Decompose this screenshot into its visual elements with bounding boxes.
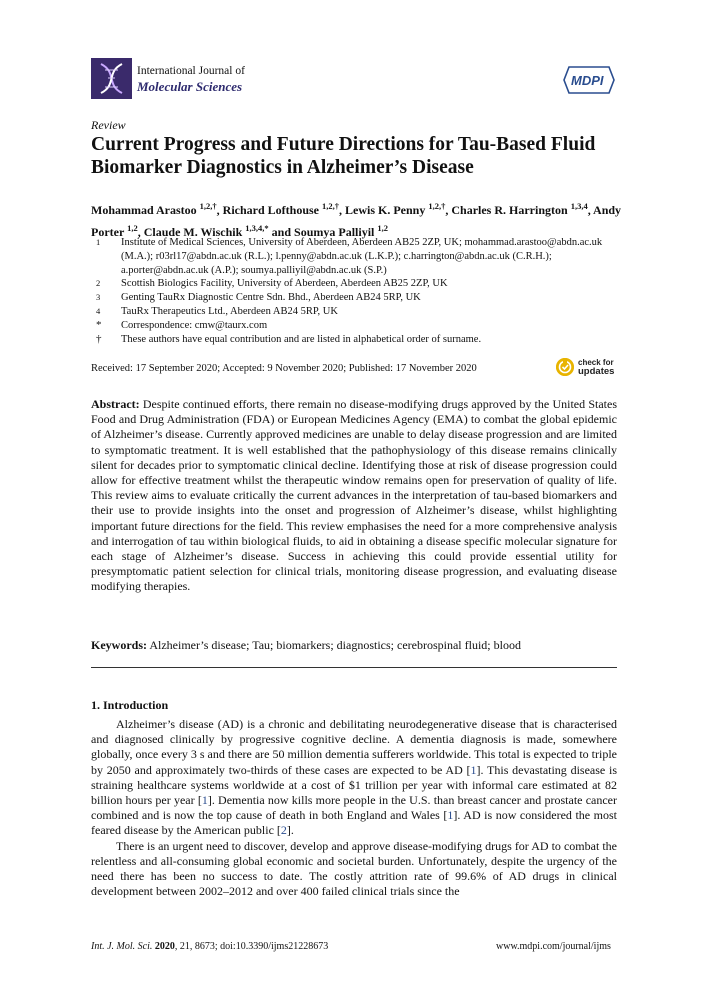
- author-name: Charles R. Harrington: [451, 203, 571, 217]
- article-title: Current Progress and Future Directions for Tau-Based Fluid Biomarker Diagnostics in Alzheimer’s Disease: [91, 134, 596, 178]
- correspondence: [91, 319, 631, 333]
- citation-link[interactable]: 2: [280, 823, 287, 838]
- affiliation-mark: 3: [96, 292, 101, 303]
- author-affiliation-sup: 1,2: [127, 223, 138, 233]
- affiliation-text: Institute of Medical Sciences, University of Aberdeen, Aberdeen AB25 2ZP, UK; mohammad.arastoo@abdn.ac.uk (M.A.); r03rl17@abdn.ac.uk (R.L.); l.penny@abdn.ac.uk (L.K.P.); c.harrington@abdn.ac.uk (C.R.H.); a.porter@abdn.ac.uk (A.P.); soumya.palliyil@abdn.ac.uk (S.P.): [121, 237, 603, 276]
- author-name: Soumya Palliyil: [294, 225, 378, 239]
- affiliation-text: TauRx Therapeutics Ltd., Aberdeen AB24 5RP, UK: [121, 305, 338, 317]
- section-heading: 1. Introduction: [91, 698, 169, 712]
- keywords: [91, 638, 617, 653]
- publication-dates: Received: 17 September 2020; Accepted: 9 November 2020; Published: 17 November 2020: [91, 363, 477, 374]
- affiliation-mark: 1: [96, 237, 101, 247]
- abstract-label: Abstract:: [91, 397, 140, 411]
- paragraph-1: [91, 717, 617, 839]
- paragraph-1-text-d: ]. AD is now considered the most feared disease by the American public [: [91, 808, 618, 838]
- article-type: Review: [91, 118, 126, 132]
- abstract: [91, 397, 617, 595]
- publisher-logo: [563, 66, 615, 94]
- author-affiliation-sup: 1,2: [377, 223, 388, 233]
- author-name: Lewis K. Penny: [345, 203, 429, 217]
- affiliation-4: [91, 305, 631, 319]
- publisher-name: MDPI: [571, 73, 604, 88]
- journal-name-line2: Molecular Sciences: [137, 79, 243, 94]
- check-updates-line2: updates: [578, 366, 615, 377]
- paragraph-1-text-c: ]. Dementia now kills more people in the U.S. than breast cancer and prostate cancer combined and is now the top cause of death in both England and Wales [: [91, 793, 618, 823]
- paragraph-1-text-a: Alzheimer’s disease (AD) is a chronic and debilitating neurodegenerative disease that is characterised and diagnosed clinically by progressive cognitive decline. A dementia diagnosis is made, somewhere globally, once every 3 s and there are 50 million dementia sufferers worldwide. This total is expected to triple by 2050 and approximately two-thirds of these cases are expected to be AD [: [91, 717, 617, 777]
- abstract-text: Despite continued efforts, there remain no disease-modifying drugs approved by the United States Food and Drug Administration (FDA) or European Medicines Agency (EMA) to combat the global epidemic of Alzheimer’s disease. Currently approved medicines are unable to delay disease progression and are limited to symptomatic treatment. It is well established that the pathophysiology of this disease remains clinically silent for decades prior to symptomatic clinical decline. Identifying those at risk of disease progression could allow for effective treatment whilst the therapeutic window remains open for preservation of quality of life. This review aims to evaluate critically the current advances in the interpretation of tau-based biomarkers and their use to provide insights into the onset and progression of Alzheimer’s disease, whilst highlighting important future directions for the field. This review emphasises the need for a more comprehensive analysis and interrogation of tau within biological fluids, to aid in obtaining a disease specific molecular signature for each stage of Alzheimer’s disease. Success in achieving this could provide essential utility for presymptomatic patient selection for clinical trials, monitoring disease progression, and evaluating disease modifying therapies.: [91, 397, 617, 594]
- affiliation-text: Genting TauRx Diagnostic Centre Sdn. Bhd., Aberdeen AB24 5RP, UK: [121, 292, 421, 304]
- affiliation-text: Scottish Biologics Facility, University of Aberdeen, Aberdeen AB25 2ZP, UK: [121, 278, 448, 290]
- check-updates-label: [578, 358, 614, 376]
- check-updates-line1: check for: [578, 358, 614, 367]
- equal-contribution-text: These authors have equal contribution and are listed in alphabetical order of surname.: [121, 333, 482, 345]
- citation-footer: [91, 941, 328, 952]
- author-affiliation-sup: 1,3,4,*: [245, 223, 269, 233]
- citation-year: 2020: [154, 941, 175, 952]
- citation-rest: , 21, 8673; doi:10.3390/ijms21228673: [174, 941, 329, 952]
- keywords-label: Keywords:: [91, 638, 147, 652]
- equal-contribution-note: [91, 333, 631, 347]
- author-separator: ,: [339, 203, 346, 217]
- affiliation-mark: 4: [96, 305, 101, 316]
- citation-link[interactable]: 1: [447, 808, 454, 823]
- author-affiliation-sup: 1,2,†: [428, 201, 446, 211]
- author-affiliation-sup: 1,2,†: [322, 201, 340, 211]
- citation-link[interactable]: 1: [470, 762, 477, 777]
- check-for-updates-badge[interactable]: [556, 356, 620, 386]
- author-separator: and: [268, 225, 295, 239]
- author-separator: ,: [137, 225, 144, 239]
- paragraph-1-text-e: ].: [286, 823, 294, 838]
- affiliations: [91, 236, 631, 346]
- journal-logo: [91, 58, 132, 99]
- affiliation-mark: 2: [96, 278, 101, 289]
- paragraph-1-text-b: ]. This devastating disease is straining healthcare systems worldwide at a cost of $1 trillion per year with informal care estimated at 82 billion hours per year [: [91, 762, 617, 808]
- affiliation-2: [91, 277, 631, 291]
- author-affiliation-sup: 1,2,†: [199, 201, 217, 211]
- author-name: Andy Porter: [91, 203, 622, 239]
- journal-abbreviation: Int. J. Mol. Sci.: [91, 941, 153, 952]
- citation-link[interactable]: 1: [201, 793, 208, 808]
- author-name: Mohammad Arastoo: [91, 203, 200, 217]
- journal-url[interactable]: www.mdpi.com/journal/ijms: [496, 941, 611, 952]
- paragraph-2: There is an urgent need to discover, develop and approve disease-modifying drugs for AD to combat the relentless and all-consuming global economic and societal burden. Unfortunately, despite the urgency of the need there has been no success to date. The costly attrition rate of 99.6% of AD drugs in clinical development between 2002–2012 and over 400 failed clinical trials since the: [91, 838, 617, 899]
- author-separator: ,: [445, 203, 452, 217]
- correspondence-mark: *: [96, 318, 102, 331]
- author-name: Claude M. Wischik: [143, 225, 246, 239]
- author-list: [91, 197, 631, 241]
- author-separator: ,: [587, 203, 594, 217]
- author-separator: ,: [216, 203, 223, 217]
- author-affiliation-sup: 1,3,4: [570, 201, 588, 211]
- correspondence-text: Correspondence: cmw@taurx.com: [121, 319, 268, 331]
- section-body: [91, 717, 617, 899]
- keywords-text: Alzheimer’s disease; Tau; biomarkers; diagnostics; cerebrospinal fluid; blood: [149, 638, 521, 652]
- journal-name-line1: International Journal of: [137, 65, 245, 77]
- affiliation-3: [91, 291, 631, 305]
- equal-contribution-mark: †: [96, 332, 102, 345]
- author-name: Richard Lofthouse: [222, 203, 323, 217]
- section-divider: [91, 667, 617, 668]
- affiliation-1: [91, 236, 631, 277]
- check-updates-icon: [556, 358, 574, 376]
